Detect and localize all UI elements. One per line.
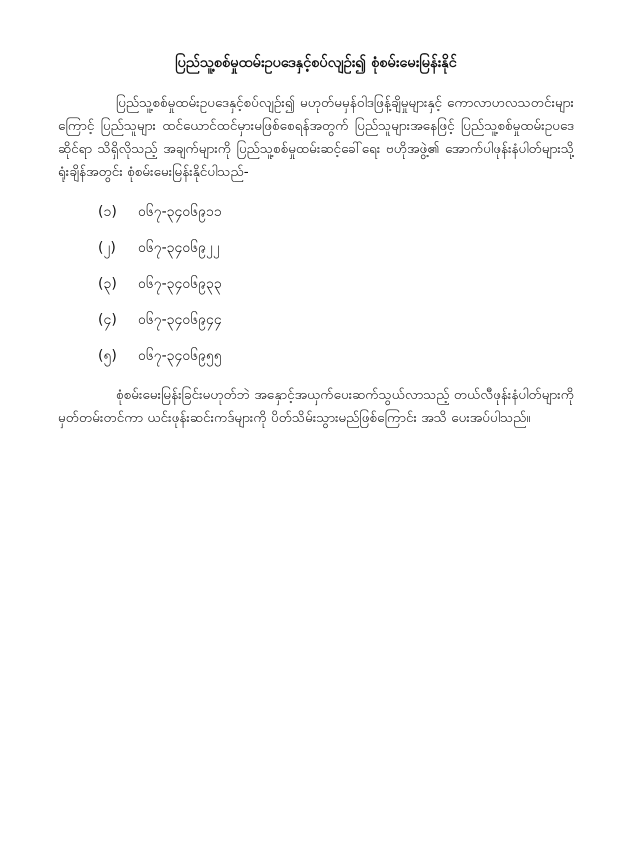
list-index: (၅) <box>98 348 117 364</box>
phone-number: ၀၆၇-၃၄၀၆၉၁၁ <box>138 204 222 220</box>
phone-number: ၀၆၇-၃၄၀၆၉၄၄ <box>138 312 222 328</box>
list-index: (၃) <box>98 276 117 292</box>
list-item <box>58 338 574 374</box>
phone-number: ၀၆၇-၃၄၀၆၉၅၅ <box>138 348 222 364</box>
document-page <box>58 52 574 430</box>
list-index: (၁) <box>98 204 117 220</box>
intro-paragraph: ပြည်သူ့စစ်မှုထမ်းဥပဒေနှင့်စပ်လျဉ်း၍ မဟုတ်မမှန်ဝါဒဖြန့်ချိမှုများနှင့် ကောလာဟလသတင်းများကြောင့် ပြည်သူများ ထင်ယောင်ထင်မှားမဖြစ်စေရန်အတွက် ပြည်သူများအနေဖြင့် ပြည်သူ့စစ်မှုထမ်းဥပဒေဆိုင်ရာ သိရှိလိုသည့် အချက်များကို ပြည်သူ့စစ်မှုထမ်းဆင့်ခေါ်ရေး ဗဟိုအဖွဲ့၏ အောက်ပါဖုန်းနံပါတ်များသို့ ရုံးချိန်အတွင်း စုံစမ်းမေးမြန်းနိုင်ပါသည်- <box>58 95 574 180</box>
phone-number-list <box>58 194 574 374</box>
closing-paragraph: စုံစမ်းမေးမြန်းခြင်းမဟုတ်ဘဲ အနှောင့်အယှက်ပေးဆက်သွယ်လာသည့် တယ်လီဖုန်းနံပါတ်များကို မှတ်တမ်းတင်ကာ ယင်းဖုန်းဆင်းကဒ်များကို ပိတ်သိမ်းသွားမည်ဖြစ်ကြောင်း အသိ ပေးအပ်ပါသည်။ <box>58 387 574 426</box>
list-index: (၂) <box>98 240 116 256</box>
list-item <box>58 266 574 302</box>
list-index: (၄) <box>98 312 117 328</box>
list-item <box>58 230 574 266</box>
phone-number: ၀၆၇-၃၄၀၆၉၃၃ <box>138 276 222 292</box>
document-title: ပြည်သူ့စစ်မှုထမ်းဥပဒေနှင့်စပ်လျဉ်း၍ စုံစမ်းမေးမြန်းနိုင် <box>175 55 457 71</box>
list-item <box>58 194 574 230</box>
list-item <box>58 302 574 338</box>
phone-number: ၀၆၇-၃၄၀၆၉၂၂ <box>138 240 220 256</box>
